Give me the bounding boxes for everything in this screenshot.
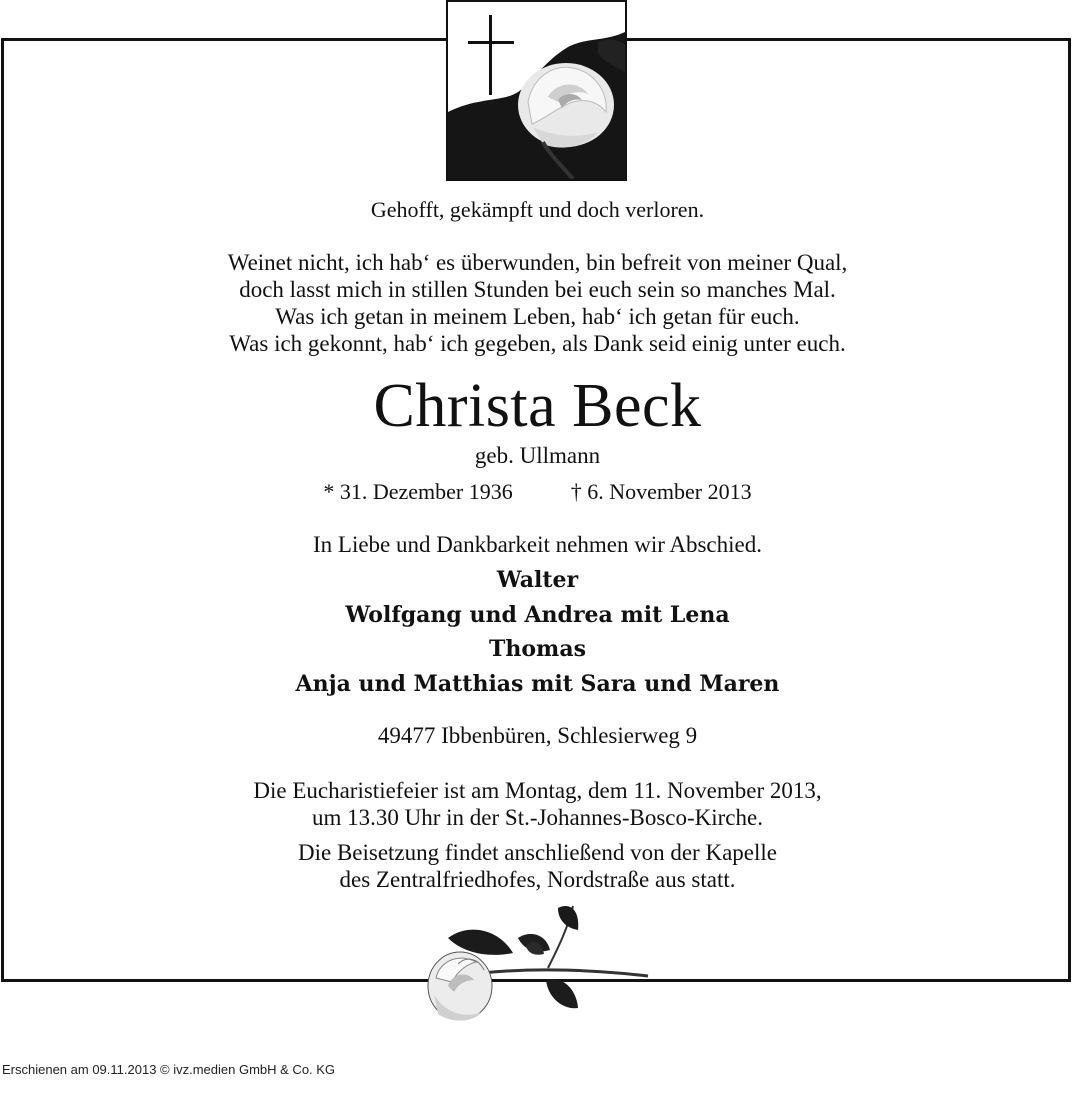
maiden-name: geb. Ullmann	[474, 443, 601, 468]
service-line: Die Eucharistiefeier ist am Montag, dem 11. November 2013,	[253, 778, 822, 803]
address: 49477 Ibbenbüren, Schlesierweg 9	[377, 723, 698, 748]
cross-and-rose-icon	[446, 0, 627, 181]
publication-footer: Erschienen am 09.11.2013 © ivz.medien GmbH & Co. KG	[2, 1062, 336, 1077]
mourner-name: Anja und Matthias mit Sara und Maren	[295, 671, 780, 697]
mourner-name: Walter	[496, 567, 579, 593]
burial-line: Die Beisetzung findet anschließend von der Kapelle	[297, 840, 777, 865]
rose-icon	[418, 898, 653, 1028]
poem-line: Was ich gekonnt, hab‘ ich gegeben, als Dank seid einig unter euch.	[229, 331, 846, 356]
poem-line: doch lasst mich in stillen Stunden bei euch sein so manches Mal.	[239, 277, 836, 302]
poem-line: Weinet nicht, ich hab‘ es überwunden, bin befreit von meiner Qual,	[227, 250, 848, 275]
mourner-name: Wolfgang und Andrea mit Lena	[345, 602, 730, 628]
service-line: um 13.30 Uhr in der St.-Johannes-Bosco-Kirche.	[312, 805, 763, 830]
burial-line: des Zentralfriedhofes, Nordstraße aus statt.	[339, 867, 736, 892]
deceased-name: Christa Beck	[373, 372, 702, 440]
poem-line: Was ich getan in meinem Leben, hab‘ ich getan für euch.	[275, 304, 800, 329]
death-date: † 6. November 2013	[570, 479, 752, 504]
mourner-name: Thomas	[489, 636, 586, 662]
birth-date: * 31. Dezember 1936	[323, 479, 513, 504]
motto: Gehofft, gekämpft und doch verloren.	[370, 197, 705, 222]
farewell-text: In Liebe und Dankbarkeit nehmen wir Abschied.	[312, 532, 762, 557]
life-dates	[0, 479, 1075, 505]
